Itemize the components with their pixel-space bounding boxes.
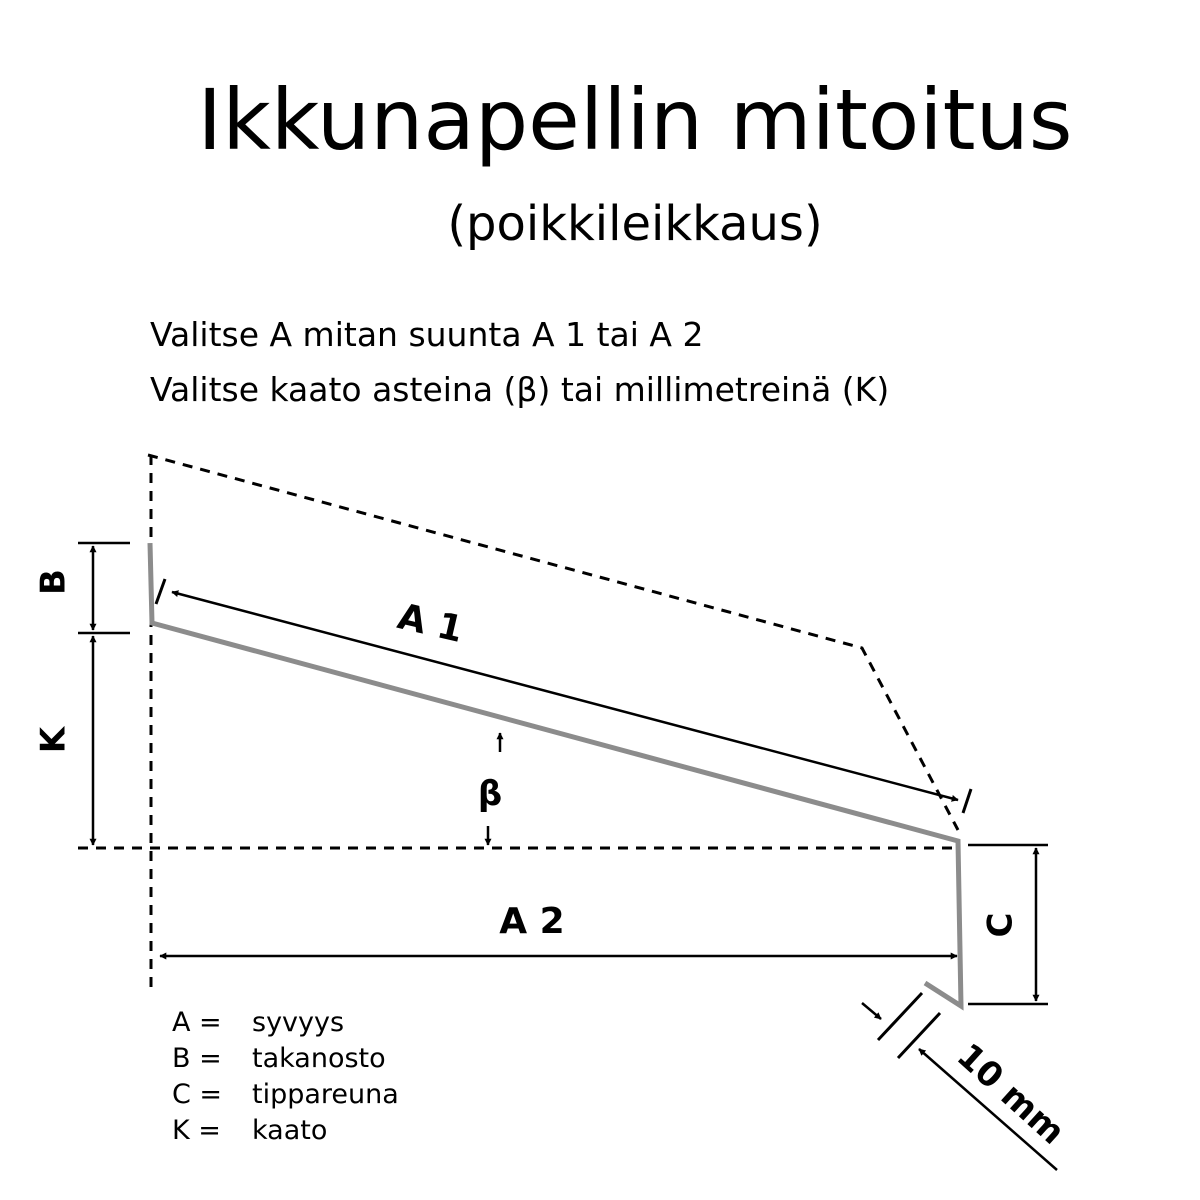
- legend-value: tippareuna: [252, 1079, 399, 1110]
- legend-value: syvyys: [252, 1007, 345, 1038]
- a1-label: A 1: [393, 596, 467, 651]
- tip-extension-2: [898, 1013, 940, 1058]
- tip-label: 10 mm: [948, 1035, 1073, 1153]
- legend-key: A =: [172, 1007, 222, 1038]
- a2-label: A 2: [499, 901, 565, 942]
- page-title: Ikkunapellin mitoitus: [197, 71, 1073, 169]
- legend-value: takanosto: [252, 1043, 386, 1074]
- window-outline-dashed: [148, 455, 958, 830]
- legend-value: kaato: [252, 1115, 328, 1146]
- a1-tick-end: [963, 789, 971, 813]
- instruction-slope: Valitse kaato asteina (β) tai millimetreinä (K): [150, 370, 890, 409]
- legend-row: [172, 1041, 399, 1077]
- c-label: C: [980, 912, 1021, 938]
- a1-tick-start: [156, 579, 165, 604]
- legend-row: [172, 1005, 399, 1041]
- k-label: K: [33, 726, 74, 754]
- legend: [172, 1005, 399, 1149]
- instruction-a-direction: Valitse A mitan suunta A 1 tai A 2: [150, 315, 704, 354]
- beta-label: β: [477, 774, 503, 814]
- legend-row: [172, 1113, 399, 1149]
- tip-extension-1: [878, 993, 922, 1040]
- a1-dimension-line: [172, 592, 958, 800]
- legend-key: K =: [172, 1115, 221, 1146]
- legend-key: B =: [172, 1043, 222, 1074]
- page-subtitle: (poikkileikkaus): [447, 196, 823, 252]
- legend-key: C =: [172, 1079, 223, 1110]
- b-label: B: [33, 569, 74, 595]
- tip-arrow-small: [862, 1003, 881, 1019]
- legend-row: [172, 1077, 399, 1113]
